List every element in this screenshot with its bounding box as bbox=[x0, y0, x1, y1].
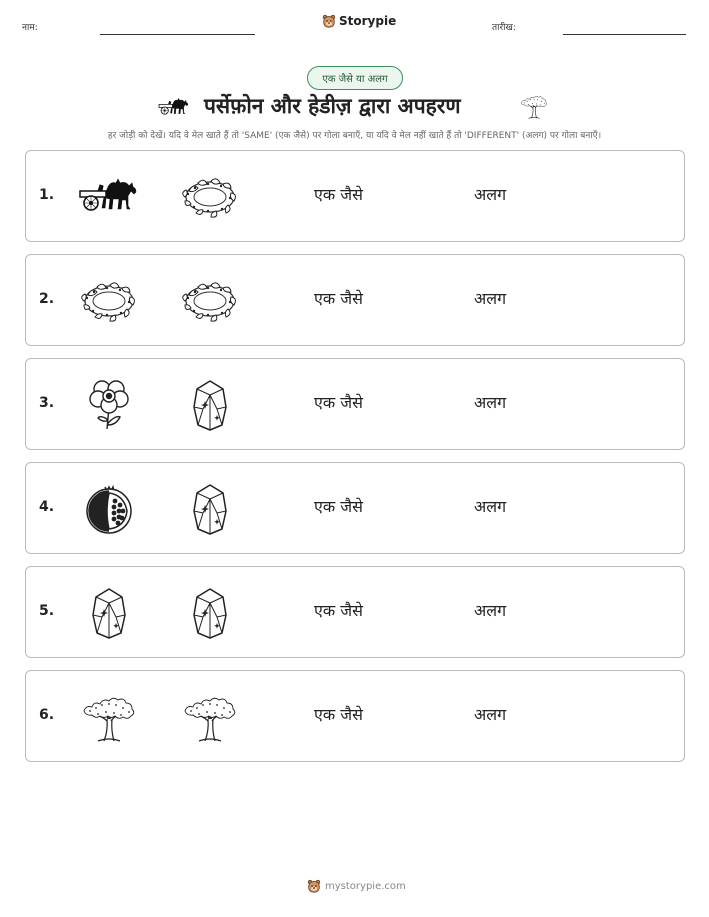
question-row bbox=[25, 358, 685, 450]
wreath-icon bbox=[78, 275, 140, 327]
question-number: 5. bbox=[39, 603, 55, 619]
different-option[interactable]: अलग bbox=[474, 601, 507, 620]
tree-icon bbox=[78, 691, 140, 743]
name-label: नाम: bbox=[22, 23, 38, 33]
crystal-icon bbox=[179, 587, 241, 639]
instructions: हर जोड़ी को देखें। यदि वे मेल खाते हैं तो 'SAME' (एक जैसे) पर गोला बनाएँ, या यदि वे मेल नहीं खाते हैं तो 'DIFFERENT' (अलग) पर गोला बनाएँ। bbox=[107, 131, 602, 141]
activity-badge: एक जैसे या अलग bbox=[307, 66, 403, 90]
same-option[interactable]: एक जैसे bbox=[314, 497, 363, 516]
same-option[interactable]: एक जैसे bbox=[314, 289, 363, 308]
same-option[interactable]: एक जैसे bbox=[314, 601, 363, 620]
question-row bbox=[25, 254, 685, 346]
question-row bbox=[25, 462, 685, 554]
date-label: तारीख: bbox=[492, 23, 516, 33]
crystal-icon bbox=[78, 587, 140, 639]
same-option[interactable]: एक जैसे bbox=[314, 393, 363, 412]
question-number: 6. bbox=[39, 707, 55, 723]
flower-icon bbox=[78, 379, 140, 431]
crystal-icon bbox=[179, 483, 241, 535]
same-option[interactable]: एक जैसे bbox=[314, 705, 363, 724]
question-row bbox=[25, 566, 685, 658]
different-option[interactable]: अलग bbox=[474, 289, 507, 308]
question-number: 4. bbox=[39, 499, 55, 515]
name-line[interactable] bbox=[100, 34, 255, 35]
brand-logo bbox=[322, 14, 396, 28]
page-title: पर्सेफ़ोन और हेडीज़ द्वारा अपहरण bbox=[204, 94, 461, 118]
date-line[interactable] bbox=[563, 34, 686, 35]
footer-url: mystorypie.com bbox=[325, 880, 406, 892]
worksheet-header bbox=[0, 14, 709, 40]
title-row bbox=[0, 90, 709, 122]
wreath-icon bbox=[179, 275, 241, 327]
wreath-icon bbox=[179, 171, 241, 223]
brand-name: Storypie bbox=[339, 14, 397, 28]
different-option[interactable]: अलग bbox=[474, 185, 507, 204]
bear-icon bbox=[307, 879, 321, 893]
bear-icon bbox=[322, 14, 336, 28]
crystal-icon bbox=[179, 379, 241, 431]
question-row bbox=[25, 670, 685, 762]
different-option[interactable]: अलग bbox=[474, 705, 507, 724]
different-option[interactable]: अलग bbox=[474, 393, 507, 412]
question-row bbox=[25, 150, 685, 242]
chariot-icon bbox=[78, 171, 140, 223]
tree-icon bbox=[179, 691, 241, 743]
question-number: 3. bbox=[39, 395, 55, 411]
tree-icon bbox=[518, 90, 550, 122]
footer bbox=[307, 879, 406, 893]
same-option[interactable]: एक जैसे bbox=[314, 185, 363, 204]
question-number: 2. bbox=[39, 291, 55, 307]
different-option[interactable]: अलग bbox=[474, 497, 507, 516]
pomegranate-icon bbox=[78, 483, 140, 535]
chariot-icon bbox=[158, 94, 190, 121]
question-number: 1. bbox=[39, 187, 55, 203]
